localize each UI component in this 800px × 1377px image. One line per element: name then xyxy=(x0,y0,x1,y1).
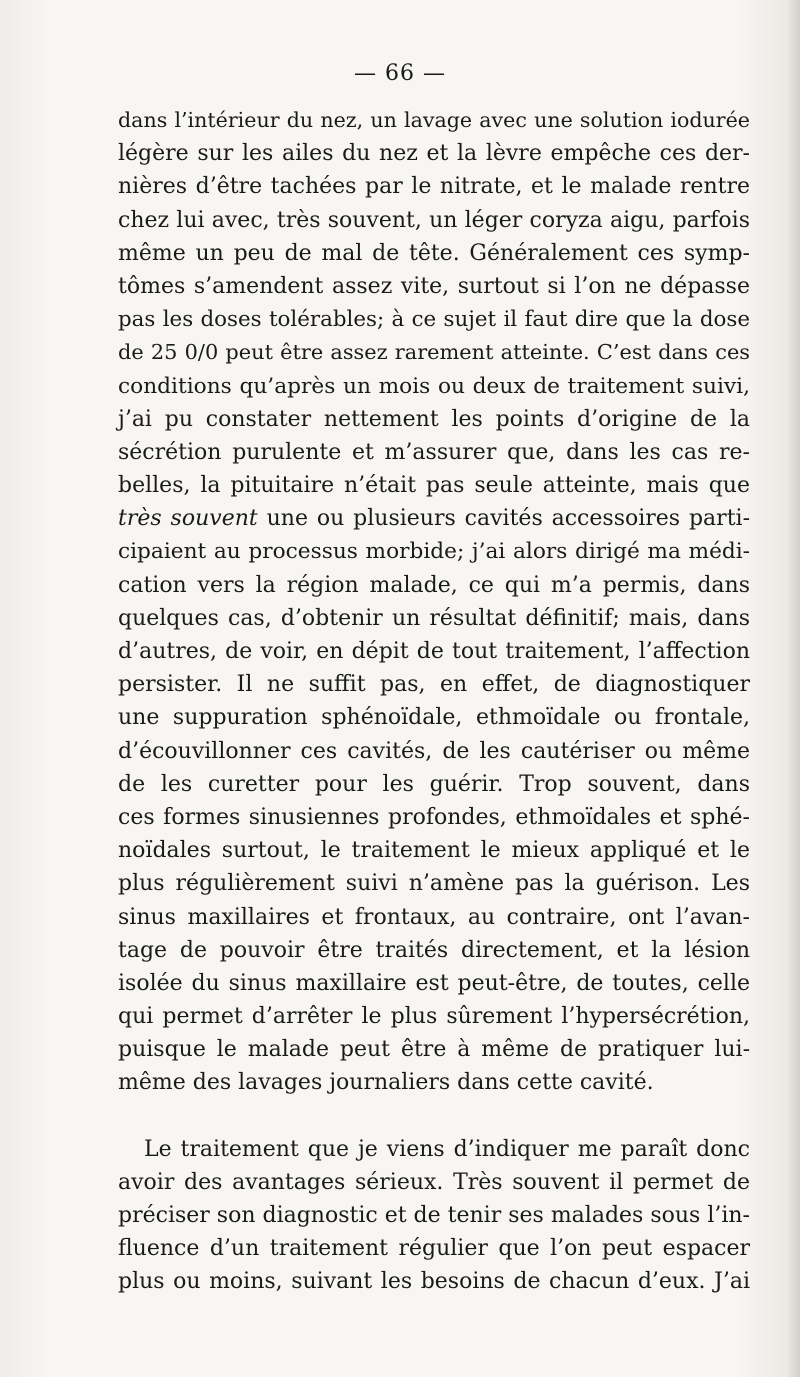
text-line: belles, la pituitaire n’était pas seule atteinte, mais que xyxy=(118,473,750,499)
text-line: persister. Il ne suffit pas, en effet, de diagnostiquer xyxy=(118,672,750,698)
body-text xyxy=(118,104,750,1299)
text-line: même un peu de mal de tête. Généralement ces symp- xyxy=(118,240,750,266)
page-number: — 66 — xyxy=(354,61,446,86)
text-line: conditions qu’après un mois ou deux de traitement suivi, xyxy=(118,373,750,399)
italic-phrase: très souvent xyxy=(118,506,258,532)
text-line-rest: une ou plusieurs cavités accessoires parti- xyxy=(257,506,751,532)
text-line: puisque le malade peut être à même de pratiquer lui- xyxy=(118,1037,750,1063)
text-line: une suppuration sphénoïdale, ethmoïdale ou frontale, xyxy=(118,705,750,731)
paragraph xyxy=(118,1133,750,1299)
text-line: d’écouvillonner ces cavités, de les cautériser ou même xyxy=(118,738,750,764)
text-line: d’autres, de voir, en dépit de tout traitement, l’affection xyxy=(118,639,750,664)
text-line: noïdales surtout, le traitement le mieux appliqué et le xyxy=(118,838,750,864)
text-line: avoir des avantages sérieux. Très souvent il permet de xyxy=(118,1169,750,1195)
text-line: préciser son diagnostic et de tenir ses malades sous l’in- xyxy=(118,1203,750,1228)
text-line: j’ai pu constater nettement les points d’origine de la xyxy=(118,406,750,432)
paragraph xyxy=(118,104,750,1100)
text-line: même des lavages journaliers dans cette cavité. xyxy=(118,1070,654,1096)
text-line: nières d’être tachées par le nitrate, et le malade rentre xyxy=(118,174,750,200)
text-line: fluence d’un traitement régulier que l’on peut espacer xyxy=(118,1236,750,1262)
text-line: pas les doses tolérables; à ce sujet il faut dire que la dose xyxy=(118,307,750,333)
text-line: sécrétion purulente et m’assurer que, dans les cas re- xyxy=(118,439,750,465)
paragraph-gap xyxy=(118,1100,750,1133)
text-line: plus ou moins, suivant les besoins de chacun d’eux. J’ai xyxy=(118,1269,750,1295)
text-line: tômes s’amendent assez vite, surtout si l’on ne dépasse xyxy=(118,273,750,299)
text-line-with-italic xyxy=(118,502,750,535)
text-line: quelques cas, d’obtenir un résultat définitif; mais, dans xyxy=(118,605,750,631)
page-edge-shadow xyxy=(786,0,800,1377)
text-line: sinus maxillaires et frontaux, au contraire, ont l’avan- xyxy=(118,904,750,930)
text-line: de les curetter pour les guérir. Trop souvent, dans xyxy=(118,771,750,797)
text-line: qui permet d’arrêter le plus sûrement l’hypersécrétion, xyxy=(118,1004,750,1030)
text-line: isolée du sinus maxillaire est peut-être, de toutes, celle xyxy=(118,970,750,996)
text-line: de 25 0/0 peut être assez rarement atteinte. C’est dans ces xyxy=(118,340,750,365)
text-line: Le traitement que je viens d’indiquer me paraît donc xyxy=(144,1136,750,1162)
text-line: dans l’intérieur du nez, un lavage avec une solution iodurée xyxy=(118,108,750,132)
text-line: cation vers la région malade, ce qui m’a permis, dans xyxy=(118,572,750,598)
text-line: tage de pouvoir être traités directement, et la lésion xyxy=(118,937,750,963)
text-line: cipaient au processus morbide; j’ai alors dirigé ma médi- xyxy=(118,539,750,565)
text-line: chez lui avec, très souvent, un léger coryza aigu, parfois xyxy=(118,207,750,233)
text-line: plus régulièrement suivi n’amène pas la guérison. Les xyxy=(118,871,750,897)
text-line: légère sur les ailes du nez et la lèvre empêche ces der- xyxy=(118,141,750,167)
text-line: ces formes sinusiennes profondes, ethmoïdales et sphé- xyxy=(118,804,750,830)
